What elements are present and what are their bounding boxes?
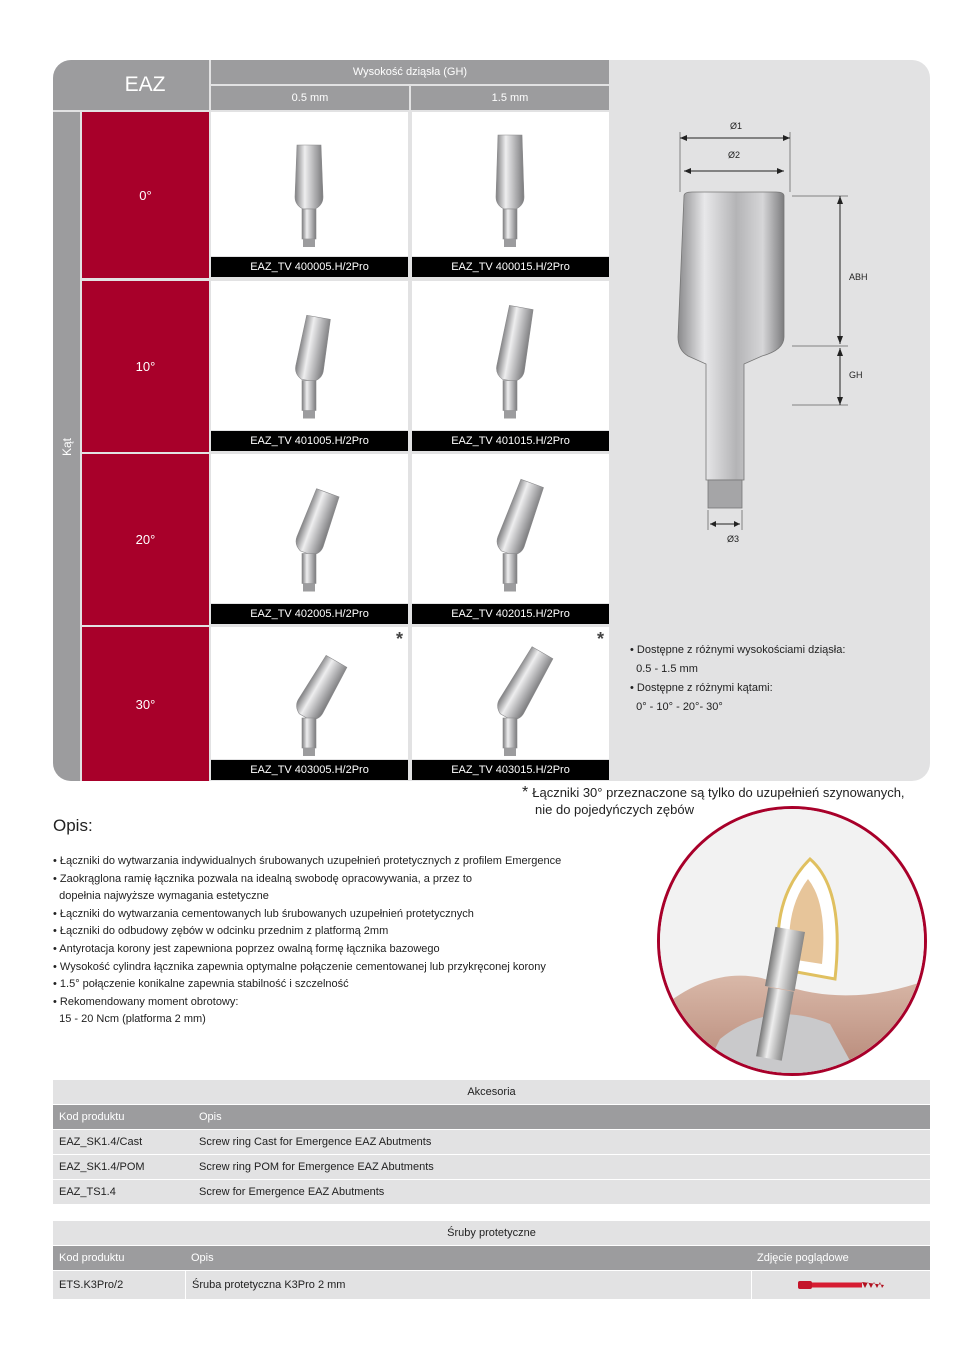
accessories-header (53, 1105, 930, 1129)
gh-label: GH (849, 370, 863, 380)
screw-icon (796, 1277, 886, 1293)
abh-label: ABH (849, 272, 868, 282)
angle-label: 20° (82, 454, 209, 625)
diameter-2-label: Ø2 (728, 150, 741, 160)
description-item: • Łączniki do wytwarzania indywidualnych śrubowanych uzupełnień protetycznych z profilem Emergence (53, 855, 562, 867)
table-row (53, 1180, 930, 1204)
product-image-cell (412, 112, 609, 256)
description-item: • Wysokość cylindra łącznika zapewnia optymalne połączenie cementowanej lub przykręconej korony (53, 960, 546, 973)
product-code: EAZ_TV 400005.H/2Pro (211, 257, 408, 277)
table-row (53, 1130, 930, 1154)
product-image-cell (211, 281, 408, 430)
availability-line: • Dostępne z różnymi kątami: (630, 682, 773, 694)
footnote-line-2: nie do pojedyńczych zębów (535, 802, 694, 817)
gum-height-header: Wysokość dziąsła (GH) (211, 60, 609, 84)
availability-line: 0° - 10° - 20°- 30° (630, 701, 723, 713)
description-item: • Antyrotacja korony jest zapewniona poprzez owalną formę łącznika bazowego (53, 942, 440, 955)
abutment-icon (412, 112, 609, 256)
abutment-dimension-diagram (612, 112, 912, 562)
accessory-description: Screw for Emergence EAZ Abutments (199, 1186, 385, 1198)
description-item: • Łączniki do wytwarzania cementowanych lub śrubowanych uzupełnień protetycznych (53, 907, 474, 920)
column-header-1-5: 1.5 mm (411, 86, 609, 110)
screws-header (53, 1246, 930, 1270)
product-code: EAZ_TV 401005.H/2Pro (211, 431, 408, 451)
header-product-code: Kod produktu (59, 1252, 125, 1264)
description-item: • Łączniki do odbudowy zębów w odcinku przednim z platformą 2mm (53, 925, 389, 938)
header-product-code: Kod produktu (59, 1111, 125, 1123)
product-image-cell (211, 454, 408, 603)
abutment-icon (211, 454, 408, 603)
screw-photo (751, 1271, 930, 1299)
header-description: Opis (199, 1111, 222, 1123)
screws-title: Śruby protetyczne (53, 1221, 930, 1245)
availability-line: • Dostępne z różnymi wysokościami dziąsła: (630, 644, 846, 656)
product-code: EAZ_TV 402005.H/2Pro (211, 604, 408, 624)
footnote-star: * (522, 784, 529, 801)
diameter-3-label: Ø3 (727, 534, 740, 544)
accessory-code: EAZ_SK1.4/Cast (59, 1136, 143, 1148)
accessories-title: Akcesoria (53, 1080, 930, 1104)
product-image-cell (412, 627, 609, 759)
product-image-cell (412, 281, 609, 430)
accessories-table (53, 1080, 930, 1204)
accessory-code: EAZ_SK1.4/POM (59, 1161, 145, 1173)
abutment-icon (412, 627, 609, 759)
header-description: Opis (191, 1252, 214, 1264)
product-code: EAZ_TV 402015.H/2Pro (412, 604, 609, 624)
product-code: EAZ_TV 401015.H/2Pro (412, 431, 609, 451)
implant-illustration (657, 806, 927, 1076)
screw-description: Śruba protetyczna K3Pro 2 mm (185, 1271, 751, 1299)
angle-label: 30° (82, 627, 209, 781)
footnote-line-1: Łączniki 30° przeznaczone są tylko do uzupełnień szynowanych, (532, 785, 905, 800)
footnote-star-marker: * (597, 629, 605, 649)
screws-table (53, 1221, 930, 1299)
product-code: EAZ_TV 403015.H/2Pro (412, 760, 609, 780)
angle-label: 0° (82, 112, 209, 278)
product-image-cell (211, 627, 408, 759)
product-image-cell (412, 454, 609, 603)
table-row (53, 1155, 930, 1179)
description-item: dopełnia najwyższe wymagania estetyczne (53, 890, 269, 903)
product-name: EAZ (53, 60, 209, 110)
abutment-icon (211, 281, 408, 430)
product-code: EAZ_TV 403005.H/2Pro (211, 760, 408, 780)
abutment-icon (211, 112, 408, 256)
description-title: Opis: (53, 816, 93, 835)
description-list (53, 853, 561, 1029)
screw-code: ETS.K3Pro/2 (59, 1279, 124, 1291)
header-photo: Zdjęcie poglądowe (757, 1252, 849, 1264)
accessory-description: Screw ring Cast for Emergence EAZ Abutments (199, 1136, 432, 1148)
description-item: • 1.5° połączenie konikalne zapewnia stabilność i szczelność (53, 978, 349, 991)
description-item: 15 - 20 Ncm (platforma 2 mm) (53, 1013, 206, 1026)
accessory-description: Screw ring POM for Emergence EAZ Abutments (199, 1161, 434, 1173)
product-code: EAZ_TV 400015.H/2Pro (412, 257, 609, 277)
table-row (53, 1271, 930, 1299)
footnote (522, 784, 905, 818)
column-header-0-5: 0.5 mm (211, 86, 409, 110)
accessory-code: EAZ_TS1.4 (59, 1186, 116, 1198)
angle-axis-label: Kąt (53, 112, 80, 781)
abutment-icon (412, 281, 609, 430)
footnote-star-marker: * (396, 629, 404, 649)
angle-label: 10° (82, 281, 209, 452)
diameter-1-label: Ø1 (730, 121, 743, 131)
abutment-icon (211, 627, 408, 759)
product-image-cell (211, 112, 408, 256)
availability-line: 0.5 - 1.5 mm (630, 663, 698, 675)
abutment-icon (412, 454, 609, 603)
description-item: • Rekomendowany moment obrotowy: (53, 995, 239, 1008)
description-item: • Zaokrąglona ramię łącznika pozwala na idealną swobodę opracowywania, a przez to (53, 872, 473, 885)
availability-notes (630, 641, 845, 717)
